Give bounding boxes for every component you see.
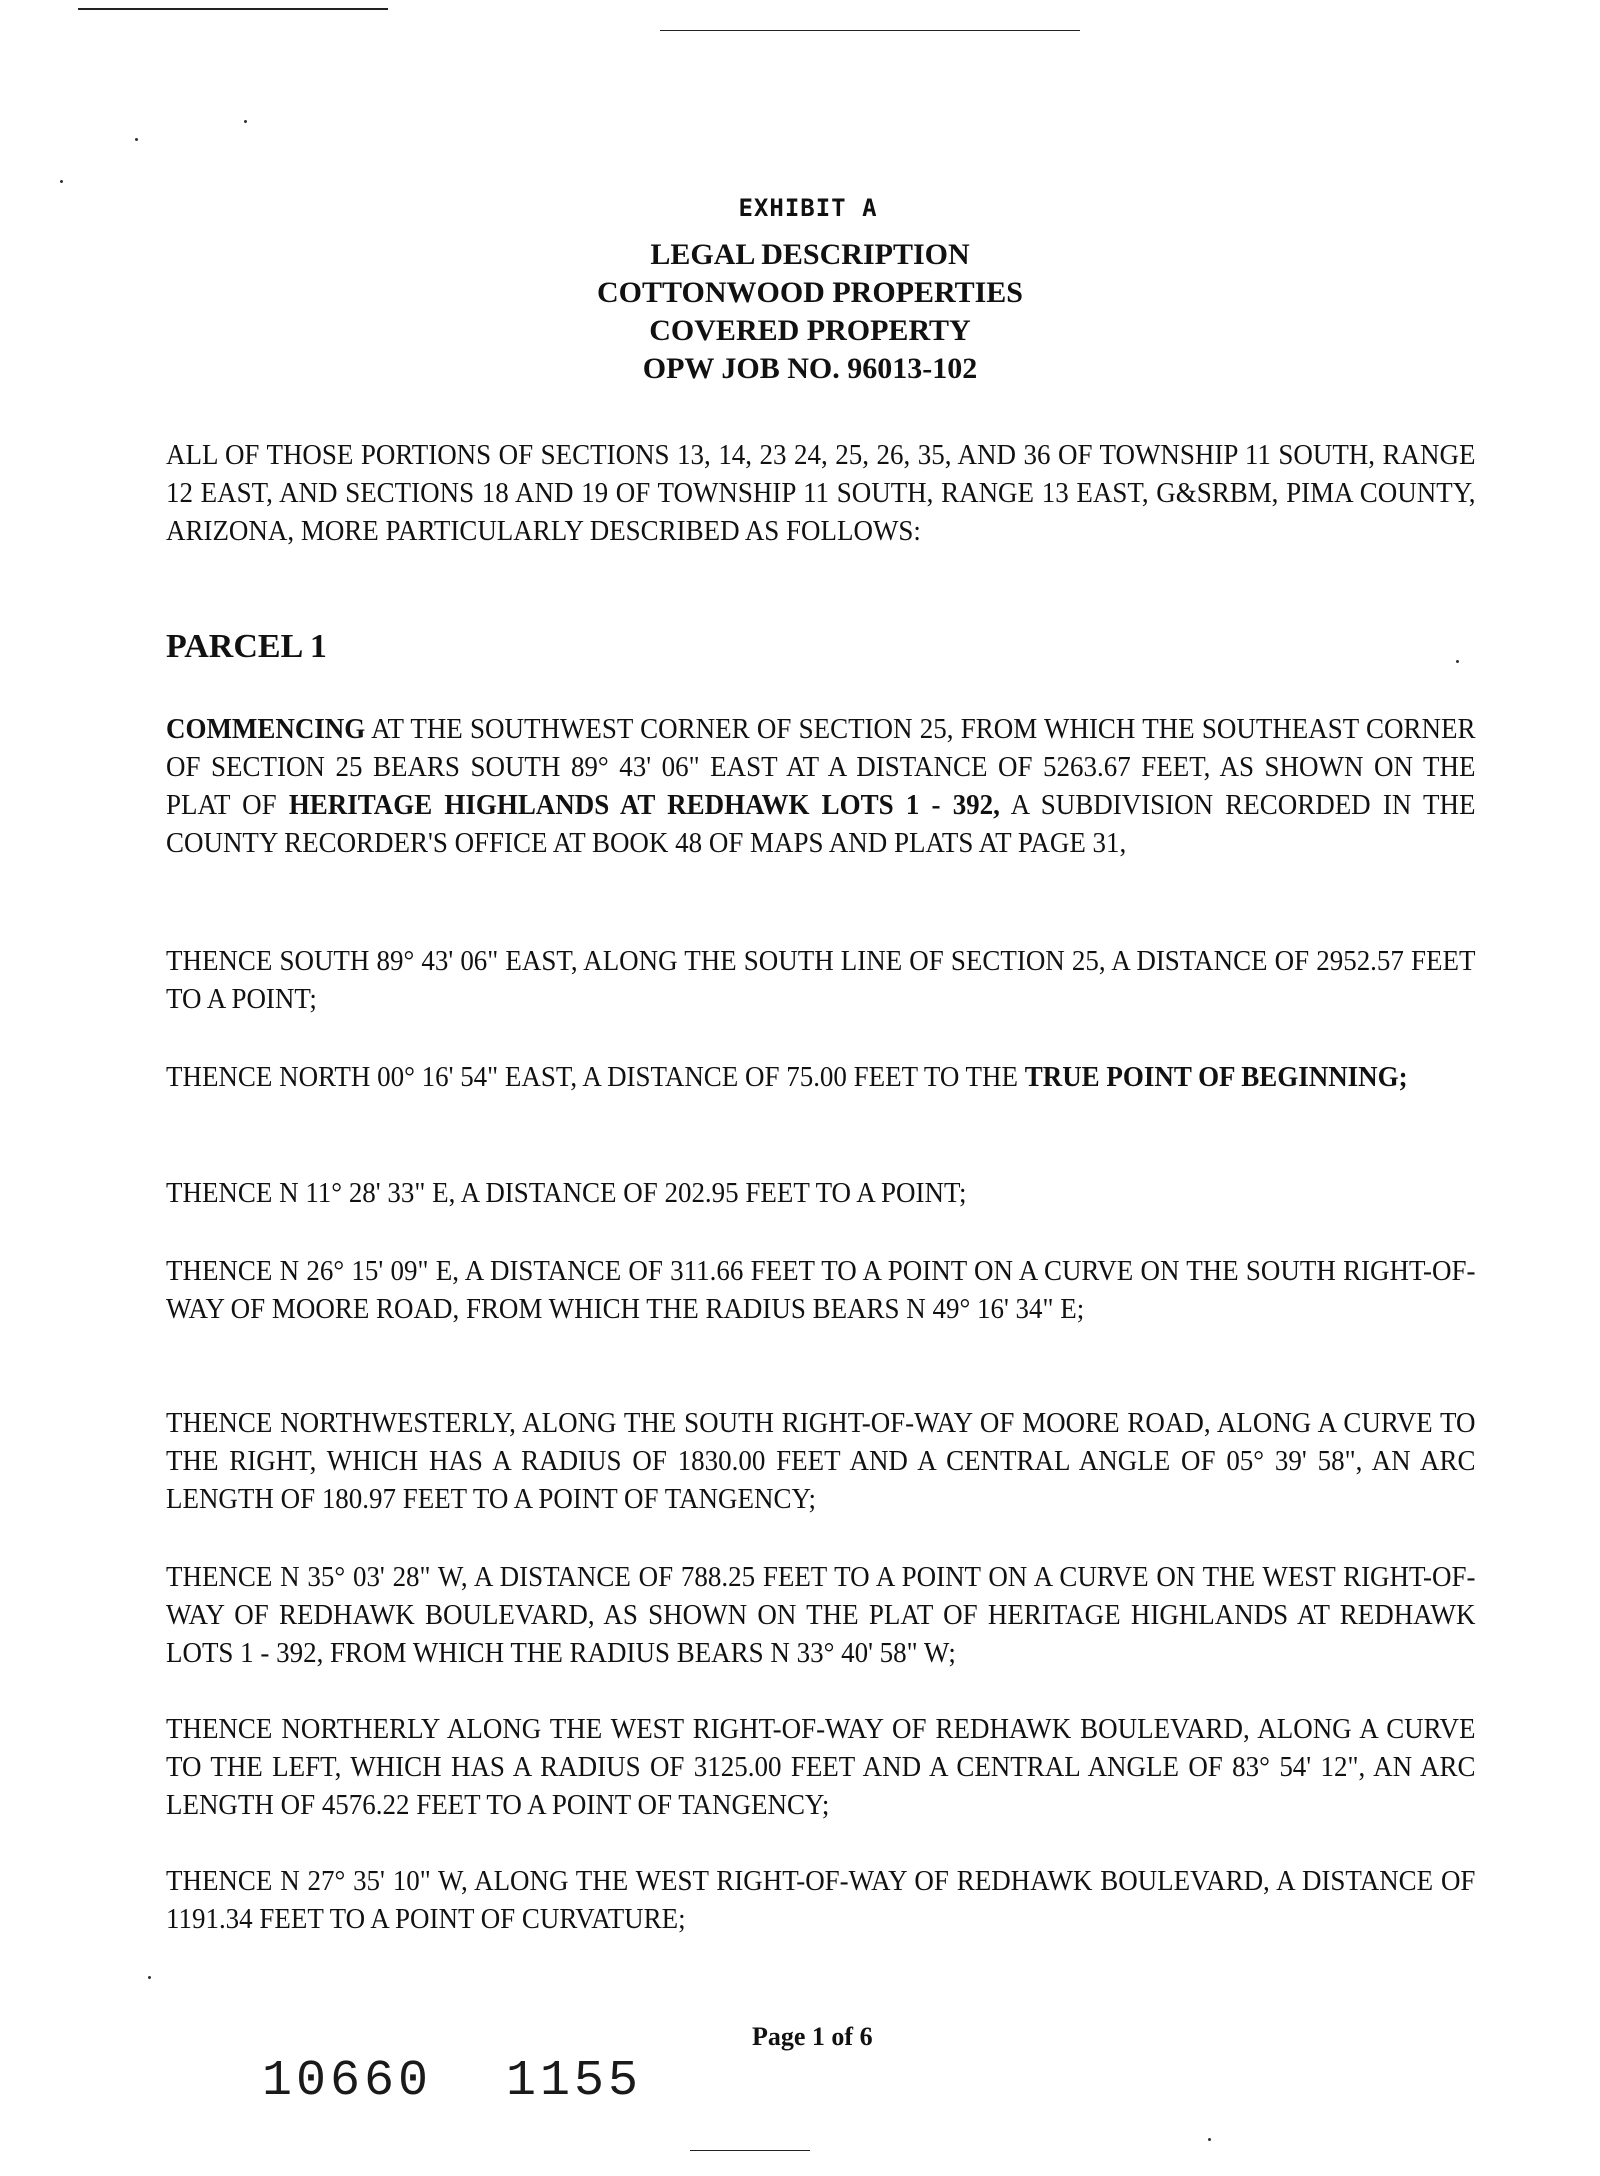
scan-speck — [135, 138, 138, 141]
scan-speck — [1208, 2138, 1211, 2141]
paragraph-course-4: THENCE N 11° 28' 33" E, A DISTANCE OF 202.95 FEET TO A POINT; — [166, 1177, 967, 1209]
paragraph-course-6: THENCE NORTHWESTERLY, ALONG THE SOUTH RIGHT-OF-WAY OF MOORE ROAD, ALONG A CURVE TO THE RIGHT, WHICH HAS A RADIUS OF 1830.00 FEET AND A CENTRAL ANGLE OF 05° 39' 58", AN ARC LENGTH OF 180.97 FEET TO A POINT OF TANGENCY; — [166, 1407, 1476, 1515]
recording-number: 10660 1155 — [262, 2053, 643, 2110]
commencing-label: COMMENCING — [166, 713, 366, 745]
paragraph-course-8: THENCE NORTHERLY ALONG THE WEST RIGHT-OF-WAY OF REDHAWK BOULEVARD, ALONG A CURVE TO THE LEFT, WHICH HAS A RADIUS OF 3125.00 FEET AND A CENTRAL ANGLE OF 83° 54' 12", AN ARC LENGTH OF 4576.22 FEET TO A POINT OF TANGENCY; — [166, 1713, 1476, 1821]
paragraph-commencing — [166, 710, 1475, 862]
scan-speck — [244, 120, 247, 123]
scan-speck — [148, 1976, 151, 1979]
commencing-text-b: A SUBDIVISION RECORDED IN THE COUNTY RECORDER'S OFFICE AT BOOK 48 OF MAPS AND PLATS AT PAGE 31, — [166, 789, 1476, 859]
paragraph-course-3 — [166, 1058, 1475, 1096]
paragraph-course-5: THENCE N 26° 15' 09" E, A DISTANCE OF 311.66 FEET TO A POINT ON A CURVE ON THE SOUTH RIGHT-OF-WAY OF MOORE ROAD, FROM WHICH THE RADIUS BEARS N 49° 16' 34" E; — [166, 1255, 1476, 1325]
course-3-text: THENCE NORTH 00° 16' 54" EAST, A DISTANCE OF 75.00 FEET TO THE — [166, 1061, 1025, 1093]
parcel-title: PARCEL 1 — [166, 628, 327, 665]
intro-paragraph: ALL OF THOSE PORTIONS OF SECTIONS 13, 14, 23 24, 25, 26, 35, AND 36 OF TOWNSHIP 11 SOUTH, RANGE 12 EAST, AND SECTIONS 18 AND 19 OF TOWNSHIP 11 SOUTH, RANGE 13 EAST, G&SRBM, PIMA COUNTY, ARIZONA, MORE PARTICULARLY DESCRIBED AS FOLLOWS: — [166, 439, 1476, 547]
scan-artifact-top-line-2 — [660, 30, 1080, 31]
heading-line-property-name: COTTONWOOD PROPERTIES — [597, 276, 1023, 309]
paragraph-course-2: THENCE SOUTH 89° 43' 06" EAST, ALONG THE SOUTH LINE OF SECTION 25, A DISTANCE OF 2952.57 FEET TO A POINT; — [166, 945, 1476, 1015]
exhibit-label: EXHIBIT A — [738, 194, 878, 222]
heading-line-covered-property: COVERED PROPERTY — [649, 314, 971, 347]
commencing-text-a: AT THE SOUTHWEST CORNER OF SECTION 25, FROM WHICH THE SOUTHEAST CORNER OF SECTION 25 BEARS SOUTH 89° 43' 06" EAST AT A DISTANCE OF 5263.67 FEET, AS SHOWN ON THE PLAT OF — [166, 713, 1476, 821]
scan-artifact-bottom-line — [690, 2150, 810, 2151]
paragraph-course-7: THENCE N 35° 03' 28" W, A DISTANCE OF 788.25 FEET TO A POINT ON A CURVE ON THE WEST RIGHT-OF-WAY OF REDHAWK BOULEVARD, AS SHOWN ON THE PLAT OF HERITAGE HIGHLANDS AT REDHAWK LOTS 1 - 392, FROM WHICH THE RADIUS BEARS N 33° 40' 58" W; — [166, 1561, 1476, 1669]
document-heading — [0, 236, 1600, 388]
heading-line-job-number: OPW JOB NO. 96013-102 — [642, 352, 978, 385]
true-point-of-beginning: TRUE POINT OF BEGINNING; — [1024, 1061, 1408, 1093]
page-number: Page 1 of 6 — [752, 2022, 873, 2051]
plat-name: HERITAGE HIGHLANDS AT REDHAWK LOTS 1 - 392, — [288, 789, 1000, 821]
scan-artifact-top-line — [78, 8, 388, 10]
scan-speck — [60, 180, 63, 183]
scan-speck — [1456, 660, 1459, 663]
heading-line-legal-description: LEGAL DESCRIPTION — [650, 238, 970, 271]
paragraph-course-9: THENCE N 27° 35' 10" W, ALONG THE WEST RIGHT-OF-WAY OF REDHAWK BOULEVARD, A DISTANCE OF 1191.34 FEET TO A POINT OF CURVATURE; — [166, 1865, 1476, 1935]
